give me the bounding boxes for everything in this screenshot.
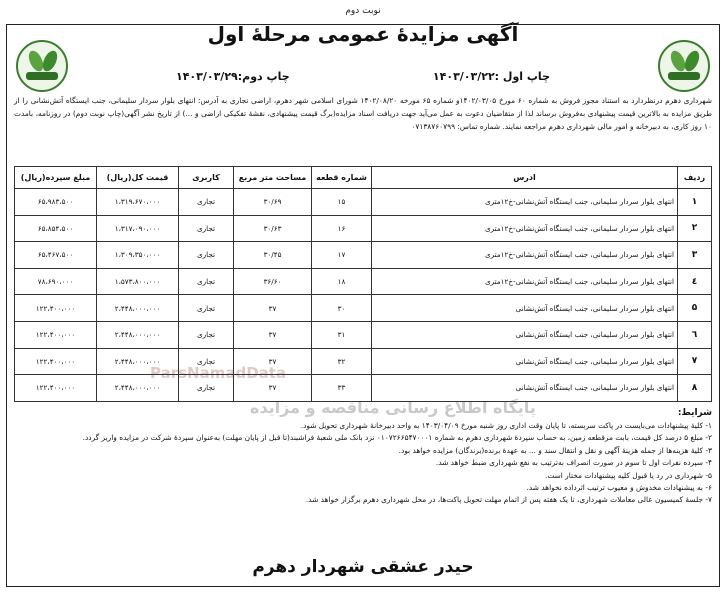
cell-address: انتهای بلوار سردار سلیمانی، جنب ایستگاه آتش‌نشانی-خ۱۲متری: [372, 215, 678, 242]
cell-area: ۳۰/۶۳: [234, 215, 312, 242]
list-item: ۳- کلیۀ هزینه‌ها از جمله هزینۀ آگهی و نقل و انتقال سند و ... به عهدۀ برنده(برندگان) مزایده خواهد بود.: [398, 445, 712, 455]
cell-total-price: ۲،۴۴۸،۰۰۰،۰۰۰: [97, 321, 179, 348]
list-item: ۵- شهرداری در رد یا قبول کلیه پیشنهادات مختار است.: [544, 470, 712, 480]
watermark-text: پایگاه اطلاع رسانی مناقصه و مزایده: [250, 398, 536, 417]
table-row: [15, 295, 712, 322]
round-label: نوبت دوم: [345, 6, 381, 16]
first-print-date: چاپ اول :۱۴۰۳/۰۳/۲۲: [432, 70, 550, 83]
cell-use: تجاری: [179, 268, 234, 295]
list-item: ۲- مبلغ ۵ درصد کل قیمت، بابت مرقطعه زمین، به حساب سپردۀ شهرداری دهرم به شماره ۰۱۰۷۲۶۶۵۴۷۰۰۰۱ نزد بانک ملی شعبۀ فراشبند(تا قبل از پایان مهلت) به‌عنوان سپردۀ شرکت در مزایده واریز گردد.: [82, 433, 712, 443]
list-item: ۴- سپرده نفرات اول تا سوم در صورت انصراف به‌ترتیب به نفع شهرداری ضبط خواهد شد.: [435, 458, 712, 468]
intro-paragraph: شهرداری دهرم درنظردارد به استناد مجوز فروش به شماره ۶۰ مورخ ۱۴۰۲/۰۳/۰۵و شماره ۶۵ مورخه ۱۴۰۲/۰۸/۲۰ شورای اسلامی شهر دهرم، اراضی تجاری به آدرس: انتهای بلوار سردار سلیمانی، جنب ایستگاه آتش‌نشانی را از طریق مزایده به بالاترین قیمت پیشنهادی به‌فروش برساند لذا از متقاضیان دعوت به عمل می‌آید جهت دریافت اسناد مزایده(برگ قیمت پیشنهادی، نقشۀ تفکیکی اراضی و ...) از تاریخ نشر آگهی(چاپ نوبت دوم) در روزنامه، بامدت ۱۰ روز کاری، به دبیرخانه و امور مالی شهرداری دهرم مراجعه نمایند. شماره تماس: ۰۷۱۳۸۷۶۰۷۹۹: [14, 96, 712, 131]
col-header-parcel: شماره قطعه: [312, 167, 372, 189]
cell-parcel: ۱۷: [312, 242, 372, 269]
cell-total-price: ۱،۳۰۹،۳۵۰،۰۰۰: [97, 242, 179, 269]
list-item: ۶- به پیشنهادات مخدوش و معیوب ترتیب اثرداده نخواهد شد.: [526, 483, 712, 493]
cell-row-number: ٤: [678, 268, 712, 295]
table-header-row: [15, 167, 712, 189]
col-header-row-number: ردیف: [678, 167, 712, 189]
cell-area: ۳۰/۶۹: [234, 189, 312, 216]
col-header-deposit: مبلغ سپرده(ریال): [15, 167, 97, 189]
municipality-logo-icon: [658, 40, 710, 92]
cell-area: ۳۶/۶۰: [234, 268, 312, 295]
cell-deposit: ۱۲۲،۴۰۰،۰۰۰: [15, 321, 97, 348]
table-row: [15, 348, 712, 375]
cell-use: تجاری: [179, 242, 234, 269]
cell-deposit: ۶۵،۸۵۴،۵۰۰: [15, 215, 97, 242]
table-row: [15, 321, 712, 348]
cell-parcel: ۱۵: [312, 189, 372, 216]
cell-address: انتهای بلوار سردار سلیمانی، جنب ایستگاه آتش‌نشانی-خ۱۲متری: [372, 242, 678, 269]
cell-total-price: ۱،۵۷۳،۸۰۰،۰۰۰: [97, 268, 179, 295]
cell-deposit: ۱۲۲،۴۰۰،۰۰۰: [15, 375, 97, 402]
cell-address: انتهای بلوار سردار سلیمانی، جنب ایستگاه آتش‌نشانی: [372, 321, 678, 348]
col-header-use: کاربری: [179, 167, 234, 189]
watermark-brand: ParsNamadData: [150, 364, 287, 382]
mayor-signature: حیدر عشقی شهردار دهرم: [252, 557, 474, 577]
cell-deposit: ۶۵،۹۸۳،۵۰۰: [15, 189, 97, 216]
parcels-table: [14, 166, 712, 402]
cell-area: ۳۷: [234, 348, 312, 375]
cell-address: انتهای بلوار سردار سلیمانی، جنب ایستگاه آتش‌نشانی-خ۱۲متری: [372, 189, 678, 216]
cell-area: ۳۷: [234, 375, 312, 402]
cell-address: انتهای بلوار سردار سلیمانی، جنب ایستگاه آتش‌نشانی: [372, 295, 678, 322]
cell-area: ۳۷: [234, 295, 312, 322]
cell-deposit: ۶۵،۴۶۷،۵۰۰: [15, 242, 97, 269]
cell-row-number: ۸: [678, 375, 712, 402]
cell-row-number: ۷: [678, 348, 712, 375]
cell-row-number: ۳: [678, 242, 712, 269]
cell-deposit: ۱۲۲،۴۰۰،۰۰۰: [15, 295, 97, 322]
cell-deposit: ۱۲۲،۴۰۰،۰۰۰: [15, 348, 97, 375]
cell-parcel: ۳۱: [312, 321, 372, 348]
cell-parcel: ۳۲: [312, 348, 372, 375]
conditions-list: [14, 420, 712, 507]
cell-use: تجاری: [179, 348, 234, 375]
table-row: [15, 375, 712, 402]
table-row: [15, 189, 712, 216]
cell-use: تجاری: [179, 375, 234, 402]
cell-parcel: ۳۰: [312, 295, 372, 322]
cell-parcel: ۳۳: [312, 375, 372, 402]
cell-area: ۳۷: [234, 321, 312, 348]
table-row: [15, 215, 712, 242]
table-row: [15, 268, 712, 295]
conditions-title: شرایط:: [677, 408, 712, 418]
cell-parcel: ۱۸: [312, 268, 372, 295]
table-row: [15, 242, 712, 269]
cell-row-number: ۵: [678, 295, 712, 322]
list-item: ۱- کلیۀ پیشنهادات می‌بایست در پاکت سربسته، تا پایان وقت اداری روز شنبه مورخ ۱۴۰۳/۰۴/۰۹ به واحد دبیرخانۀ شهرداری تحویل شود.: [300, 421, 712, 430]
cell-use: تجاری: [179, 295, 234, 322]
cell-parcel: ۱۶: [312, 215, 372, 242]
cell-use: تجاری: [179, 189, 234, 216]
cell-address: انتهای بلوار سردار سلیمانی، جنب ایستگاه آتش‌نشانی: [372, 348, 678, 375]
cell-row-number: ٦: [678, 321, 712, 348]
cell-deposit: ۷۸،۶۹۰،۰۰۰: [15, 268, 97, 295]
cell-total-price: ۲،۴۴۸،۰۰۰،۰۰۰: [97, 295, 179, 322]
cell-row-number: ۱: [678, 189, 712, 216]
list-item: ۷- جلسۀ کمیسیون عالی معاملات شهرداری، تا یک هفته پس از اتمام مهلت تحویل پاکت‌ها، در محل شهرداری دهرم برگزار خواهد شد.: [305, 495, 712, 505]
cell-area: ۳۰/۴۵: [234, 242, 312, 269]
second-print-date: چاپ دوم:۱۴۰۳/۰۳/۲۹: [176, 70, 290, 83]
cell-use: تجاری: [179, 321, 234, 348]
cell-address: انتهای بلوار سردار سلیمانی، جنب ایستگاه آتش‌نشانی-خ۱۲متری: [372, 268, 678, 295]
cell-address: انتهای بلوار سردار سلیمانی، جنب ایستگاه آتش‌نشانی: [372, 375, 678, 402]
cell-total-price: ۱،۳۱۷،۰۹۰،۰۰۰: [97, 215, 179, 242]
col-header-total-price: قیمت کل(ریال): [97, 167, 179, 189]
municipality-logo-icon: [16, 40, 68, 92]
col-header-area: مساحت متر مربع: [234, 167, 312, 189]
notice-title: آگهی مزایدۀ عمومی مرحلۀ اول: [207, 22, 519, 46]
cell-row-number: ۲: [678, 215, 712, 242]
cell-use: تجاری: [179, 215, 234, 242]
col-header-address: ادرس: [372, 167, 678, 189]
cell-total-price: ۲،۴۴۸،۰۰۰،۰۰۰: [97, 375, 179, 402]
cell-total-price: ۲،۴۴۸،۰۰۰،۰۰۰: [97, 348, 179, 375]
cell-total-price: ۱،۳۱۹،۶۷۰،۰۰۰: [97, 189, 179, 216]
